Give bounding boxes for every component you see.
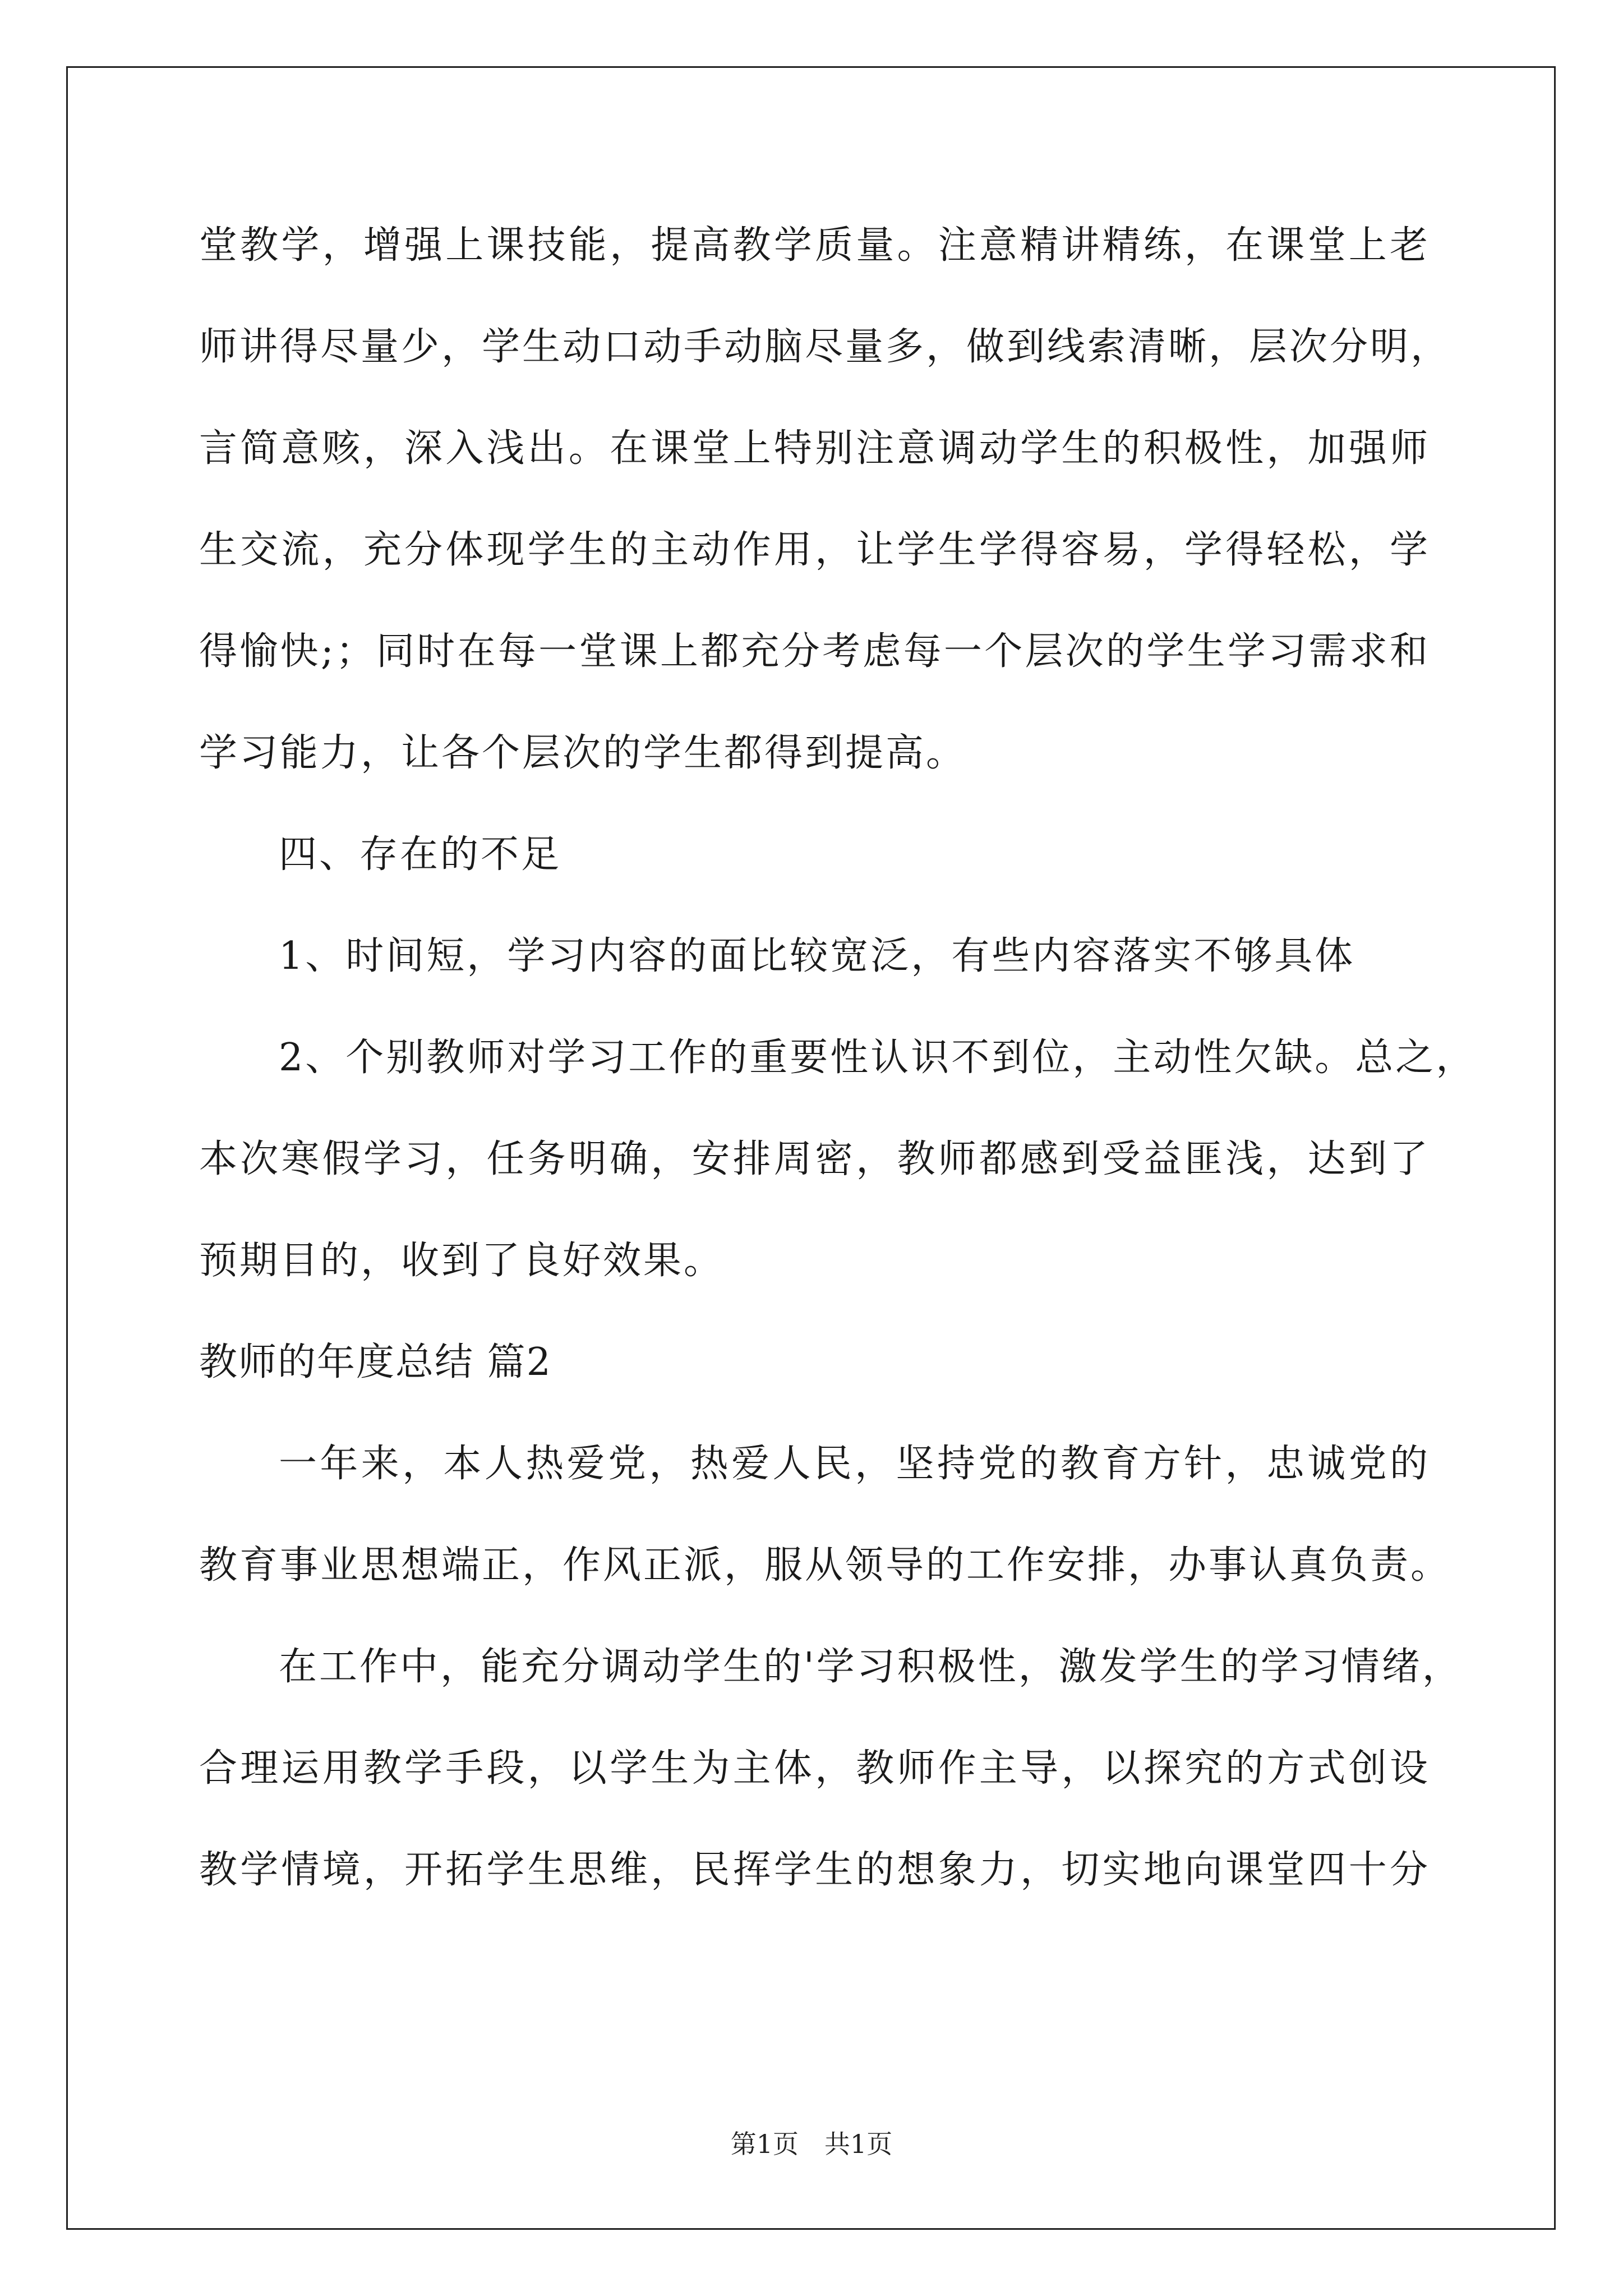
article-title: 教师的年度总结 篇2 [199, 1340, 552, 1384]
section-heading: 四、存在的不足 [279, 832, 562, 877]
paragraph-line: 学习能力，让各个层次的学生都得到提高。 [199, 731, 967, 775]
paragraph-line: 生交流，充分体现学生的主动作用，让学生学得容易，学得轻松，学 [199, 528, 1430, 572]
page-number: 第1页 共1页 [730, 2129, 893, 2159]
paragraph-line: 预期目的，收到了良好效果。 [199, 1239, 725, 1283]
paragraph-line: 言简意赅，深入浅出。在课堂上特别注意调动学生的积极性，加强师 [199, 426, 1430, 471]
paragraph-line: 堂教学，增强上课技能，提高教学质量。注意精讲精练，在课堂上老 [199, 223, 1430, 268]
list-item: 2、个别教师对学习工作的重要性认识不到位，主动性欠缺。总之， [279, 1036, 1477, 1080]
paragraph-line: 得愉快;；同时在每一堂课上都充分考虑每一个层次的学生学习需求和 [199, 629, 1430, 674]
document-body [199, 219, 1477, 1945]
list-item: 1、时间短，学习内容的面比较宽泛，有些内容落实不够具体 [279, 934, 1355, 978]
paragraph-line: 一年来，本人热爱党，热爱人民，坚持党的教育方针，忠诚党的 [279, 1442, 1430, 1486]
paragraph-line: 合理运用教学手段，以学生为主体，教师作主导，以探究的方式创设 [199, 1746, 1430, 1791]
paragraph-line: 教学情境，开拓学生思维，民挥学生的想象力，切实地向课堂四十分 [199, 1848, 1430, 1892]
paragraph-line: 本次寒假学习，任务明确，安排周密，教师都感到受益匪浅，达到了 [199, 1137, 1430, 1181]
paragraph-line: 在工作中，能充分调动学生的'学习积极性，激发学生的学习情绪， [279, 1645, 1463, 1689]
paragraph-line: 师讲得尽量少，学生动口动手动脑尽量多，做到线索清晰，层次分明， [199, 325, 1451, 369]
paragraph-line: 教育事业思想端正，作风正派，服从领导的工作安排，办事认真负责。 [199, 1543, 1451, 1588]
